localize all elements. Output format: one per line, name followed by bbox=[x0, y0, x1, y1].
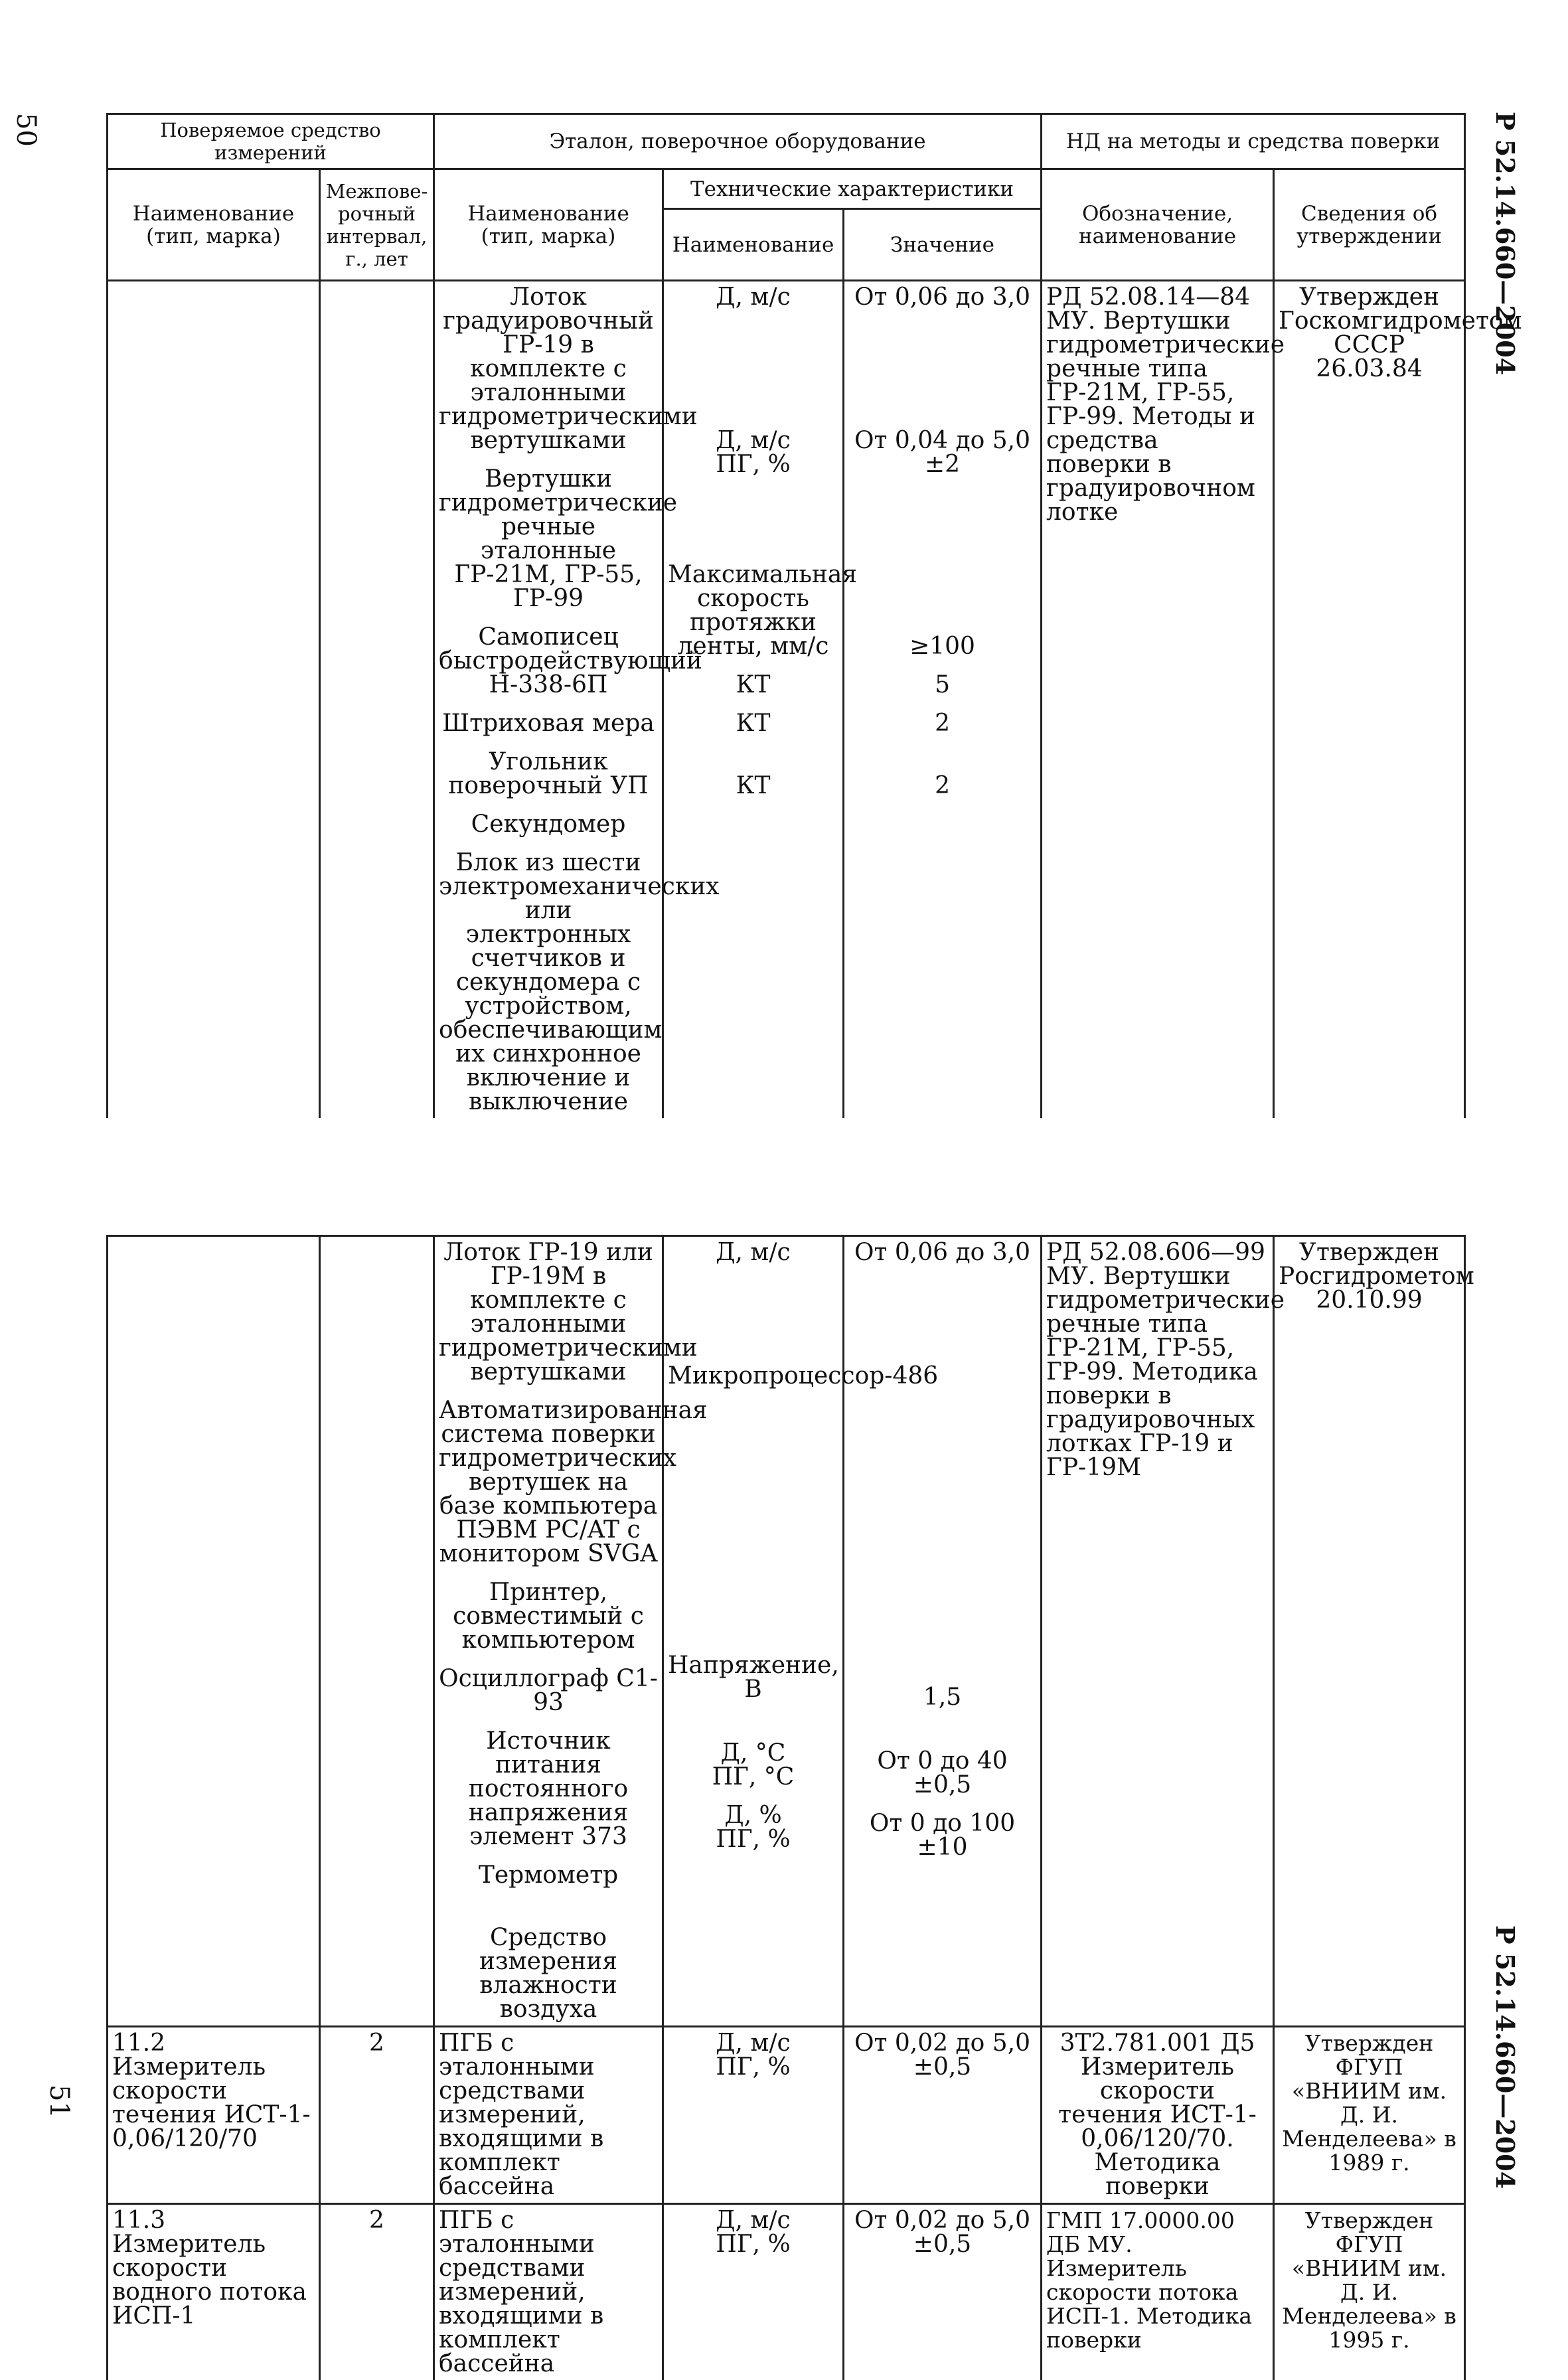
header-col-etalon-name: Наименование (тип, марка) bbox=[434, 169, 663, 281]
tech-value: 2 bbox=[848, 774, 1036, 798]
etalon-name: Угольник поверочный УП bbox=[439, 750, 658, 798]
tech-names-cell bbox=[663, 2027, 844, 2204]
etalon-name: ПГБ с эталонными средствами измерений, входящими в комплект бассейна bbox=[434, 2027, 663, 2204]
interval-cell bbox=[320, 1236, 434, 2027]
etalon-name: Термометр bbox=[439, 1864, 658, 1887]
tech-values-cell bbox=[844, 281, 1042, 1119]
tech-value: ±2 bbox=[848, 453, 1036, 477]
table-row bbox=[108, 2027, 1465, 2204]
etalon-name: Секундомер bbox=[439, 813, 658, 836]
tech-names-cell bbox=[663, 2204, 844, 2380]
verified-name-cell bbox=[108, 1236, 320, 2027]
tech-name: Д, м/с bbox=[668, 2209, 838, 2233]
tech-value: 1,5 bbox=[848, 1686, 1036, 1709]
doc-code-top: Р 52.14.660—2004 bbox=[1490, 112, 1520, 375]
tech-value: От 0,06 до 3,0 bbox=[848, 1241, 1036, 1265]
header-col-designation: Обозначение, наименование bbox=[1042, 169, 1274, 281]
etalon-name: ПГБ с эталонными средствами измерений, входящими в комплект бассейна bbox=[434, 2204, 663, 2380]
tech-value: От 0,02 до 5,0 bbox=[848, 2031, 1036, 2055]
etalon-name: Блок из шести электромеханических или электронных счетчиков и секундомера с устройством, обеспечивающим их синхронное включение и выключение bbox=[439, 851, 658, 1114]
tech-name: Д, м/с bbox=[668, 429, 838, 453]
tech-value: 2 bbox=[848, 712, 1036, 736]
nd-approval-cell: Утвержден ФГУП «ВНИИМ им. Д. И. Менделеева» в 1995 г. bbox=[1274, 2204, 1465, 2380]
etalon-names-cell bbox=[434, 281, 663, 1119]
header-col-interval: Межпове-рочный интервал, г., лет bbox=[320, 169, 434, 281]
tech-name: Напряжение, В bbox=[668, 1654, 838, 1702]
interval-cell bbox=[320, 281, 434, 1119]
etalon-name: Лоток ГР-19 или ГР-19М в комплекте с эталонными гидрометрическими вертушками bbox=[439, 1241, 658, 1384]
tech-name: ПГ, % bbox=[668, 2233, 838, 2257]
tech-value: ≥100 bbox=[848, 635, 1036, 659]
verified-name-cell: 11.3 Измеритель скорости водного потока ИСП-1 bbox=[108, 2204, 320, 2380]
tech-name: Д, м/с bbox=[668, 285, 838, 309]
tech-value: От 0,06 до 3,0 bbox=[848, 285, 1036, 309]
tech-value: ±0,5 bbox=[848, 2233, 1036, 2257]
etalon-name: Вертушки гидрометрические речные эталонные ГР-21М, ГР-55, ГР-99 bbox=[439, 467, 658, 611]
nd-approval-cell: Утвержден Росгидрометом 20.10.99 bbox=[1274, 1236, 1465, 2027]
nd-designation-cell: ГМП 17.0000.00 ДБ МУ. Измеритель скорости потока ИСП-1. Методика поверки bbox=[1042, 2204, 1274, 2380]
etalon-name: Автоматизированная система поверки гидрометрических вертушек на базе компьютера ПЭВМ PC/AT с монитором SVGA bbox=[439, 1399, 658, 1566]
tech-name: Д, % bbox=[668, 1804, 838, 1828]
header-nd-group: НД на методы и средства поверки bbox=[1042, 114, 1465, 169]
nd-designation-cell: 3Т2.781.001 Д5 Измеритель скорости течения ИСТ-1-0,06/120/70. Методика поверки bbox=[1042, 2027, 1274, 2204]
page-number-top: 50 bbox=[11, 113, 41, 147]
header-etalon-group: Эталон, поверочное оборудование bbox=[434, 114, 1042, 169]
verified-name-cell bbox=[108, 281, 320, 1119]
tech-value: От 0 до 100 bbox=[848, 1812, 1036, 1836]
page-number-bottom: 51 bbox=[44, 2085, 74, 2118]
tech-name: ПГ, % bbox=[668, 2055, 838, 2079]
tech-name: Д, м/с bbox=[668, 1241, 838, 1265]
tech-values-cell bbox=[844, 2204, 1042, 2380]
header-col-approval: Сведения об утверждении bbox=[1274, 169, 1465, 281]
verification-table-top bbox=[106, 113, 1466, 1118]
etalon-name: Лоток градуировочный ГР-19 в комплекте с эталонными гидрометрическими вертушками bbox=[439, 285, 658, 453]
tech-name: ПГ, % bbox=[668, 1828, 838, 1852]
table-row bbox=[108, 2204, 1465, 2380]
header-tech-group: Технические характеристики bbox=[663, 169, 1042, 209]
verification-table-bottom bbox=[106, 1235, 1466, 2380]
tech-value: ±0,5 bbox=[848, 2055, 1036, 2079]
tech-value: ±10 bbox=[848, 1836, 1036, 1860]
tech-value: От 0 до 40 bbox=[848, 1749, 1036, 1773]
tech-value: 5 bbox=[848, 673, 1036, 697]
header-col-tech-value: Значение bbox=[844, 209, 1042, 281]
tech-name: КТ bbox=[668, 774, 838, 798]
nd-approval-cell: Утвержден ФГУП «ВНИИМ им. Д. И. Менделеева» в 1989 г. bbox=[1274, 2027, 1465, 2204]
header-col-tech-name: Наименование bbox=[663, 209, 844, 281]
table-row bbox=[108, 281, 1465, 1119]
tech-values-cell bbox=[844, 2027, 1042, 2204]
header-col-name: Наименование (тип, марка) bbox=[108, 169, 320, 281]
tech-name: ПГ, °С bbox=[668, 1765, 838, 1789]
table-row bbox=[108, 1236, 1465, 2027]
interval-cell: 2 bbox=[320, 2027, 434, 2204]
verified-name-cell: 11.2 Измеритель скорости течения ИСТ-1-0,06/120/70 bbox=[108, 2027, 320, 2204]
nd-approval-cell: Утвержден Госкомгидрометом СССР 26.03.84 bbox=[1274, 281, 1465, 1119]
tech-name: Д, °С bbox=[668, 1741, 838, 1765]
nd-designation-cell: РД 52.08.14—84 МУ. Вертушки гидрометрические речные типа ГР-21М, ГР-55, ГР-99. Методы и средства поверки в градуировочном лотке bbox=[1042, 281, 1274, 1119]
tech-value: От 0,02 до 5,0 bbox=[848, 2209, 1036, 2233]
etalon-name: Самописец быстродействующий Н-338-6П bbox=[439, 625, 658, 697]
doc-code-bottom: Р 52.14.660—2004 bbox=[1490, 1925, 1520, 2189]
tech-name: ПГ, % bbox=[668, 453, 838, 477]
nd-designation-cell: РД 52.08.606—99 МУ. Вертушки гидрометрические речные типа ГР-21М, ГР-55, ГР-99. Методика поверки в градуировочных лотках ГР-19 и ГР-19М bbox=[1042, 1236, 1274, 2027]
tech-name: Максимальная скорость протяжки ленты, мм/с bbox=[668, 563, 838, 659]
etalon-name: Принтер, совместимый с компьютером bbox=[439, 1581, 658, 1652]
etalon-name: Источник питания постоянного напряжения элемент 373 bbox=[439, 1729, 658, 1849]
etalon-name: Осциллограф С1-93 bbox=[439, 1667, 658, 1715]
interval-cell: 2 bbox=[320, 2204, 434, 2380]
tech-name: Д, м/с bbox=[668, 2031, 838, 2055]
tech-value: От 0,04 до 5,0 bbox=[848, 429, 1036, 453]
etalon-name: Средство измерения влажности воздуха bbox=[439, 1926, 658, 2022]
table-header bbox=[108, 114, 1465, 281]
etalon-name: Штриховая мера bbox=[439, 712, 658, 736]
tech-values-cell bbox=[844, 1236, 1042, 2027]
etalon-names-cell bbox=[434, 1236, 663, 2027]
tech-name: КТ bbox=[668, 712, 838, 736]
tech-name: Микропроцессор-486 bbox=[668, 1364, 838, 1388]
tech-value: ±0,5 bbox=[848, 1773, 1036, 1797]
header-verified-group: Поверяемое средство измерений bbox=[108, 114, 434, 169]
tech-name: КТ bbox=[668, 673, 838, 697]
